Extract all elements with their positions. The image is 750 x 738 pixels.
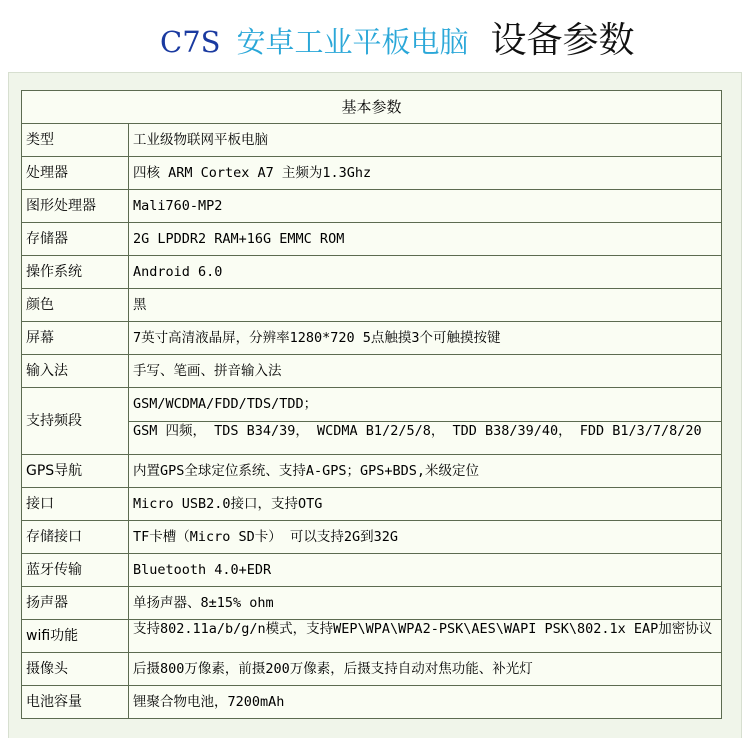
- table-row: [22, 653, 722, 686]
- row-value: 锂聚合物电池，7200mAh: [129, 686, 722, 719]
- row-key: 摄像头: [22, 653, 129, 686]
- table-row: [22, 488, 722, 521]
- row-key: 蓝牙传输: [22, 554, 129, 587]
- title-bar: [0, 0, 750, 72]
- table-row: [22, 190, 722, 223]
- row-value-cell: [129, 421, 722, 455]
- spec-table: [21, 90, 722, 719]
- row-key: 扬声器: [22, 587, 129, 620]
- row-key: 存储器: [22, 223, 129, 256]
- row-value: TF卡槽（Micro SD卡） 可以支持2G到32G: [129, 521, 722, 554]
- row-value: 工业级物联网平板电脑: [129, 124, 722, 157]
- row-value: GSM/WCDMA/FDD/TDS/TDD；: [129, 388, 722, 422]
- row-key: wifi功能: [22, 620, 129, 653]
- table-row: [22, 223, 722, 256]
- table-row: [22, 587, 722, 620]
- row-value: GSM 四频， TDS B34/39， WCDMA B1/2/5/8， TDD B38/39/40， FDD B1/3/7/8/20: [133, 422, 702, 439]
- table-row: [22, 554, 722, 587]
- page-heading: 设备参数: [490, 20, 635, 61]
- row-value: 内置GPS全球定位系统、支持A-GPS；GPS+BDS,米级定位: [129, 455, 722, 488]
- row-value: 黑: [129, 289, 722, 322]
- row-value: 单扬声器、8±15% ohm: [129, 587, 722, 620]
- row-key: 类型: [22, 124, 129, 157]
- row-value: Mali760-MP2: [129, 190, 722, 223]
- page-title: [160, 12, 635, 63]
- row-key: 电池容量: [22, 686, 129, 719]
- row-key: 图形处理器: [22, 190, 129, 223]
- row-key: 存储接口: [22, 521, 129, 554]
- product-subtitle: 安卓工业平板电脑: [236, 25, 469, 59]
- row-key: 接口: [22, 488, 129, 521]
- row-value: Micro USB2.0接口，支持OTG: [129, 488, 722, 521]
- row-key: 颜色: [22, 289, 129, 322]
- row-key: 处理器: [22, 157, 129, 190]
- row-key: GPS导航: [22, 455, 129, 488]
- table-row: [22, 355, 722, 388]
- row-value: Bluetooth 4.0+EDR: [129, 554, 722, 587]
- table-row: [22, 521, 722, 554]
- row-value: 手写、笔画、拼音输入法: [129, 355, 722, 388]
- table-row: [22, 686, 722, 719]
- table-header-row: [22, 91, 722, 124]
- row-value-cell: [129, 620, 722, 653]
- model-name: C7S: [160, 25, 221, 59]
- row-value: 2G LPDDR2 RAM+16G EMMC ROM: [129, 223, 722, 256]
- row-key: 支持频段: [22, 388, 129, 455]
- table-row: [22, 455, 722, 488]
- table-row: [22, 124, 722, 157]
- table-row: [22, 289, 722, 322]
- table-row: [22, 388, 722, 422]
- table-row: [22, 256, 722, 289]
- table-row: [22, 322, 722, 355]
- row-value: 四核 ARM Cortex A7 主频为1.3Ghz: [129, 157, 722, 190]
- row-value: 后摄800万像素，前摄200万像素，后摄支持自动对焦功能、补光灯: [129, 653, 722, 686]
- row-value: Android 6.0: [129, 256, 722, 289]
- row-key: 输入法: [22, 355, 129, 388]
- row-value: 7英寸高清液晶屏，分辨率1280*720 5点触摸3个可触摸按键: [129, 322, 722, 355]
- table-row: [22, 157, 722, 190]
- row-key: 操作系统: [22, 256, 129, 289]
- table-row: [22, 620, 722, 653]
- row-key: 屏幕: [22, 322, 129, 355]
- table-heading: 基本参数: [22, 91, 722, 124]
- row-value: 支持802.11a/b/g/n模式，支持WEP\WPA\WPA2-PSK\AES\WAPI PSK\802.1x EAP加密协议: [133, 621, 713, 637]
